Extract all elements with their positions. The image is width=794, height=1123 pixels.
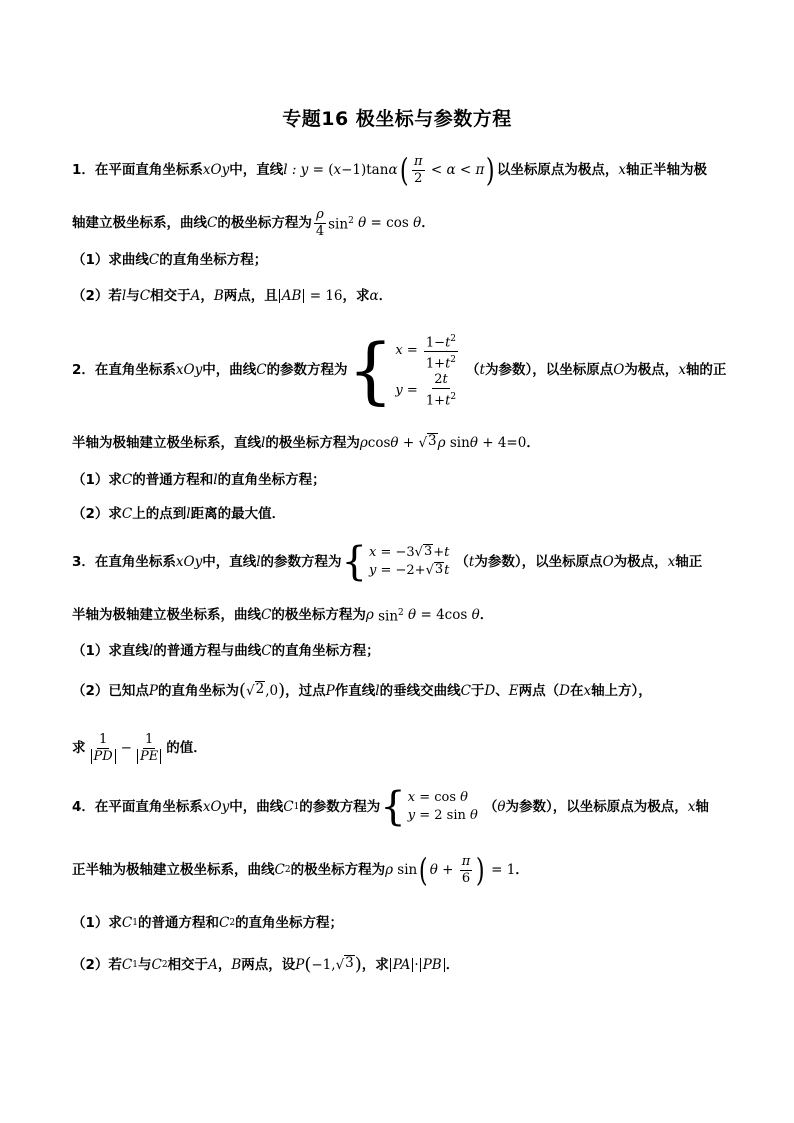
- q3-part2: （2）已知点 P 的直角坐标为 ( √ 2 ,0 ) ，过点 P 作直线 l 的垂线交曲线 C 于 D 、 E 两点（ D 在 x 轴上方），: [72, 680, 652, 701]
- q4-part1: （1）求 C 1 的普通方程和 C 2 的直角坐标方程；: [72, 915, 344, 931]
- q4-part2: （2）若 C 1 与 C 2 相交于 A ， B 两点，设 P ( −1, √ 3 ) ，求 PA · PB ．: [72, 954, 460, 975]
- q4-line1: 4． 在平面直角坐标系 xOy 中，曲线 C 1 的参数方程为 { x = cos θ y = 2 sin θ （ θ 为参数），以坐标原点为极点， x 轴: [72, 784, 709, 830]
- q2-part1: （1）求 C 的普通方程和 l 的直角坐标方程；: [72, 472, 326, 488]
- q2-line2: 半轴为极轴建立极坐标系，直线 l 的极坐标方程为 ρ cos θ + √ 3 ρ sin θ + 4=0 ．: [72, 433, 540, 451]
- q1-line2: 轴建立极坐标系，曲线 C 的极坐标方程为 $\frac{\rho}{4}$ $\sin^2$ θ = cos θ ．: [72, 206, 435, 239]
- q2-part2: （2）求 C 上的点到 l 距离的最大值．: [72, 506, 286, 522]
- page-title: 专题16 极坐标与参数方程: [282, 108, 512, 130]
- q1-line1: 1． 在平面直角坐标系 xOy 中，直线 l : y = ( x −1)tan α ( $\frac{\pi}{2}$ < α < π ) 以坐标原点为极点， x 轴正半轴为极: [72, 151, 708, 189]
- q3-line2: 半轴为极轴建立极坐标系，曲线 C 的极坐标方程为 ρ $\sin^2$ θ = 4cos θ ．: [72, 606, 494, 625]
- q2-line1: 2． 在直角坐标系 xOy 中，曲线 C 的参数方程为 { x = $\frac{1-t^2}{1+t^2}$ y = $\frac{2t}{1+t^2}$ （ t 为参数），以坐标原点 O 为极点， x 轴的正: [72, 328, 727, 412]
- q1-part1: （1）求曲线 C 的直角坐标方程；: [72, 252, 268, 268]
- q3-part2-cont: 求 $\frac{1}{PD}$ − $\frac{1}{PE}$ 的值．: [72, 731, 207, 764]
- q1-part2: （2）若 l 与 C 相交于 A ， B 两点，且 AB = 16 ，求 α ．: [72, 288, 393, 304]
- q4-line2: 正半轴为极轴建立极坐标系，曲线 C 2 的极坐标方程为 ρ sin ( θ + $\frac{\pi}{6}$ ) = 1 ．: [72, 851, 529, 889]
- q3-part1: （1）求直线 l 的普通方程与曲线 C 的直角坐标方程；: [72, 643, 380, 659]
- q3-line1: 3． 在直角坐标系 xOy 中，直线 l 的参数方程为 { x = −3 √ 3 + t y = −2+ √ 3 t （ t 为参数），以坐标原点 O 为极点， x 轴正: [72, 539, 703, 585]
